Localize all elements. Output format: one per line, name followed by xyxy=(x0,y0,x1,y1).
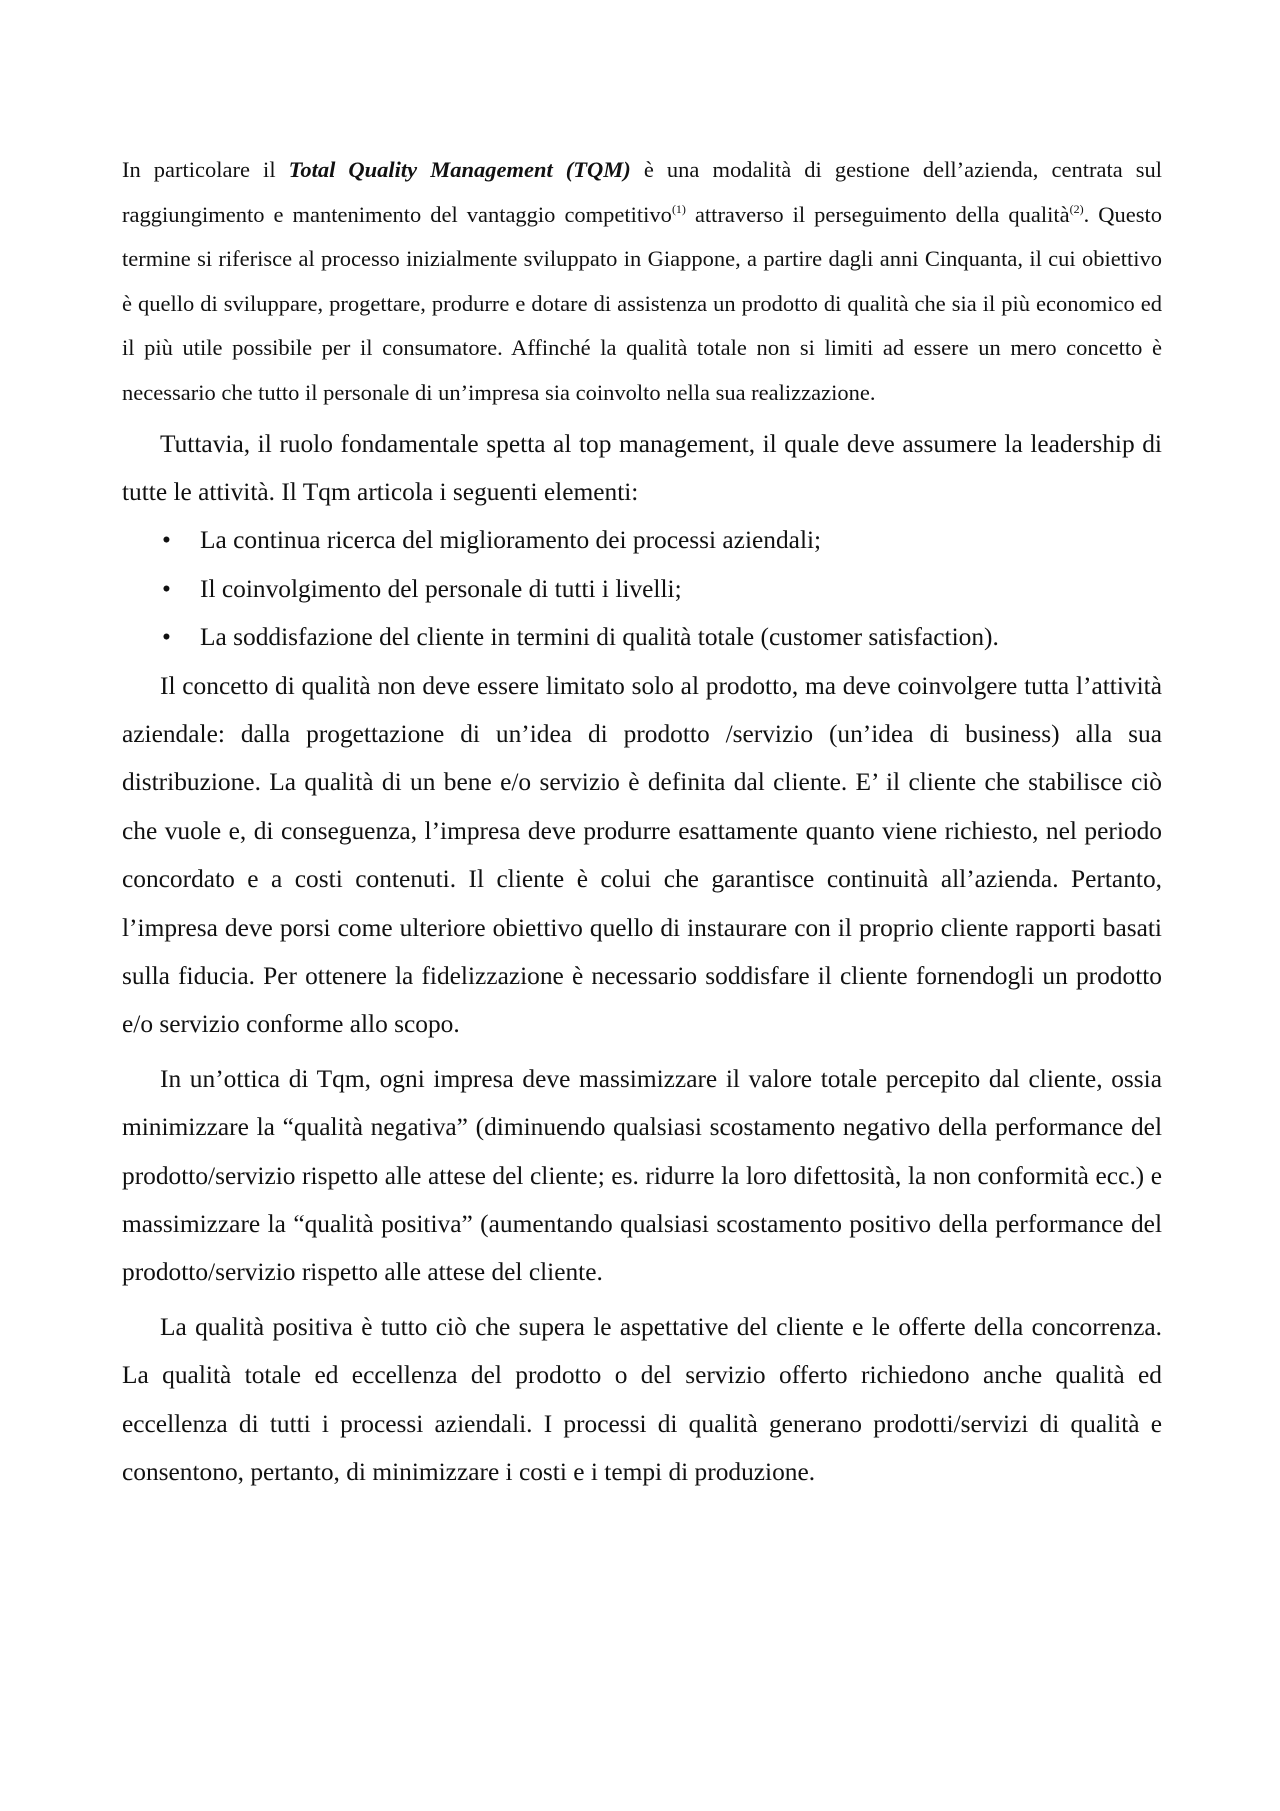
bullet-icon: • xyxy=(162,623,171,652)
list-item xyxy=(122,613,1162,661)
tqm-elements-list xyxy=(122,516,1162,661)
paragraph-text-part3: . Questo termine si riferisce al processo inizialmente sviluppato in Giappone, a partire dagli anni Cinquanta, il cui obiettivo è quello di sviluppare, progettare, produrre e dotare di assistenza un prodotto di qualità che sia il più economico ed il più utile possibile per il consumatore. Affinché la qualità totale non si limiti ad essere un mero concetto è necessario che tutto il personale di un’impresa sia coinvolto nella sua realizzazione. xyxy=(122,201,1163,405)
bullet-icon: • xyxy=(162,574,171,603)
paragraph-intro-text: In particolare il xyxy=(122,157,289,182)
paragraph-top-management: Tuttavia, il ruolo fondamentale spetta al top management, il quale deve assumere la leadership di tutte le attività. Il Tqm articola i seguenti elementi: xyxy=(122,429,1162,506)
paragraph-positive-quality: La qualità positiva è tutto ciò che supera le aspettative del cliente e le offerte della concorrenza. La qualità totale ed eccellenza del prodotto o del servizio offerto richiedono anche qualità ed eccellenza di tutti i processi aziendali. I processi di qualità generano prodotti/servizi di qualità e consentono, pertanto, di minimizzare i costi e i tempi di produzione. xyxy=(122,1312,1162,1487)
list-item xyxy=(122,565,1162,613)
list-item xyxy=(122,516,1162,564)
tqm-term: Total Quality Management (TQM) xyxy=(288,157,631,182)
bullet-icon: • xyxy=(162,526,171,555)
list-item-text: La continua ricerca del miglioramento dei processi aziendali; xyxy=(200,526,822,555)
paragraph-quality-concept: Il concetto di qualità non deve essere limitato solo al prodotto, ma deve coinvolgere tutta l’attività aziendale: dalla progettazione di un’idea di prodotto /servizio (un’idea di business) alla sua distribuzione. La qualità di un bene e/o servizio è definita dal cliente. E’ il cliente che stabilisce ciò che vuole e, di conseguenza, l’impresa deve produrre esattamente quanto viene richiesto, nel periodo concordato e a costi contenuti. Il cliente è colui che garantisce continuità all’azienda. Pertanto, l’impresa deve porsi come ulteriore obiettivo quello di instaurare con il proprio cliente rapporti basati sulla fiducia. Per ottenere la fidelizzazione è necessario soddisfare il cliente fornendogli un prodotto e/o servizio conforme allo scopo. xyxy=(122,671,1162,1039)
paragraph-tqm-definition xyxy=(122,148,1162,416)
list-item-text: La soddisfazione del cliente in termini di qualità totale (customer satisfaction). xyxy=(200,623,999,652)
footnote-ref-1: (1) xyxy=(671,201,686,216)
paragraph-text-part2: attraverso il perseguimento della qualità xyxy=(685,201,1070,227)
paragraph-tqm-perspective: In un’ottica di Tqm, ogni impresa deve massimizzare il valore totale percepito dal cliente, ossia minimizzare la “qualità negativa” (diminuendo qualsiasi scostamento negativo della performance del prodotto/servizio rispetto alle attese del cliente; es. ridurre la loro difettosità, la non conformità ecc.) e massimizzare la “qualità positiva” (aumentando qualsiasi scostamento positivo della performance del prodotto/servizio rispetto alle attese del cliente. xyxy=(122,1064,1162,1287)
document-page xyxy=(122,148,1162,1497)
list-item-text: Il coinvolgimento del personale di tutti i livelli; xyxy=(200,574,682,603)
paragraph-text-part1: è una modalità di gestione dell’azienda, centrata sul raggiungimento e mantenimento del vantaggio competitivo xyxy=(122,157,1163,227)
footnote-ref-2: (2) xyxy=(1069,201,1084,216)
